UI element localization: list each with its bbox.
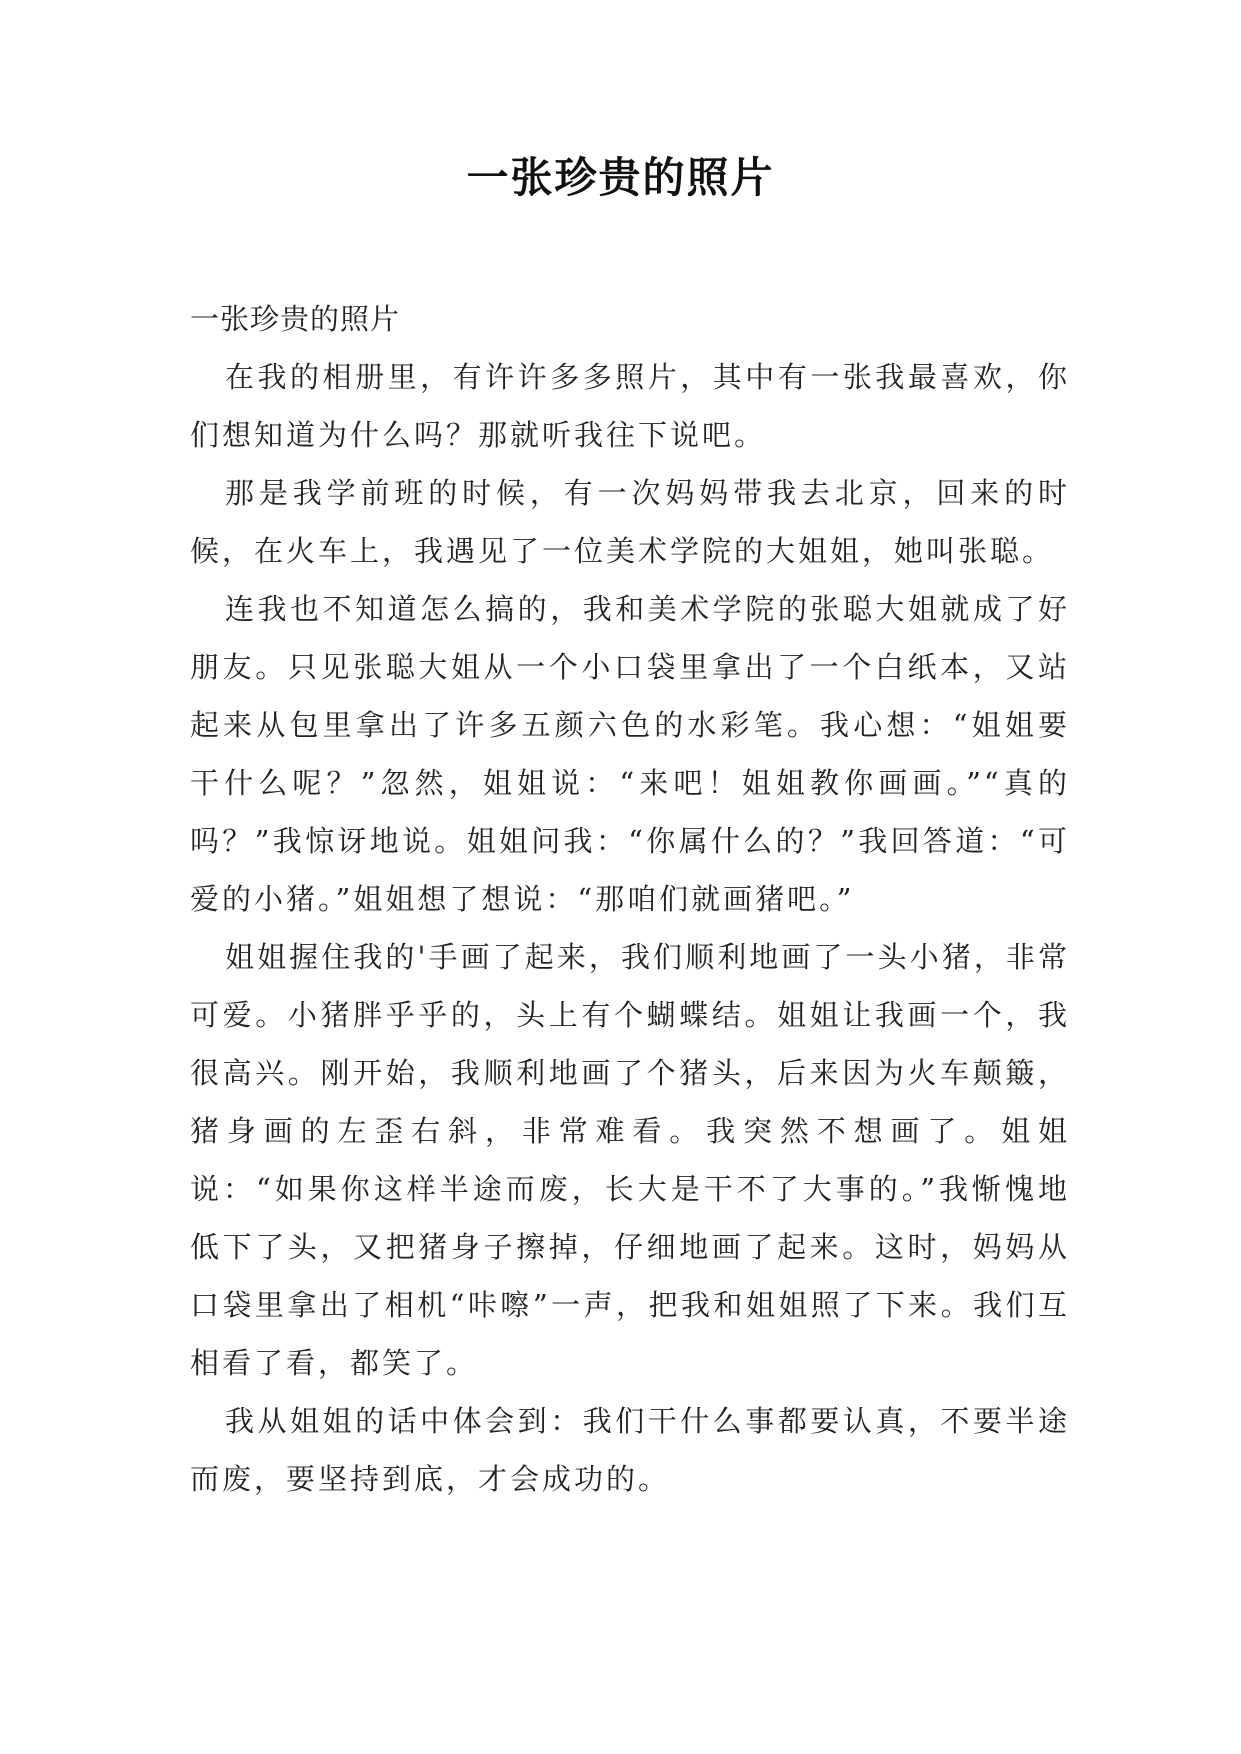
document-title: 一张珍贵的照片 [466,153,775,202]
paragraph-1: 在我的相册里，有许许多多照片，其中有一张我最喜欢，你们想知道为什么吗？那就听我往下说吧。 [190,360,1070,452]
paragraph-5: 我从姐姐的话中体会到：我们干什么事都要认真，不要半途而废，要坚持到底，才会成功的。 [190,1404,1070,1496]
paragraph-4: 姐姐握住我的'手画了起来，我们顺利地画了一头小猪，非常可爱。小猪胖乎乎的，头上有个蝴蝶结。姐姐让我画一个，我很高兴。刚开始，我顺利地画了个猪头，后来因为火车颠簸，猪身画的左歪右斜，非常难看。我突然不想画了。姐姐说：“如果你这样半途而废，长大是干不了大事的。”我惭愧地低下了头，又把猪身子擦掉，仔细地画了起来。这时，妈妈从口袋里拿出了相机“咔嚓”一声，把我和姐姐照了下来。我们互相看了看，都笑了。 [190,940,1070,1380]
document-subtitle: 一张珍贵的照片 [190,302,401,336]
paragraph-3: 连我也不知道怎么搞的，我和美术学院的张聪大姐就成了好朋友。只见张聪大姐从一个小口袋里拿出了一个白纸本，又站起来从包里拿出了许多五颜六色的水彩笔。我心想：“姐姐要干什么呢？”忽然，姐姐说：“来吧！姐姐教你画画。”“真的吗？”我惊讶地说。姐姐问我：“你属什么的？”我回答道：“可爱的小猪。”姐姐想了想说：“那咱们就画猪吧。” [190,592,1070,916]
paragraph-2: 那是我学前班的时候，有一次妈妈带我去北京，回来的时候，在火车上，我遇见了一位美术学院的大姐姐，她叫张聪。 [190,476,1070,568]
document-body [190,290,1070,1508]
